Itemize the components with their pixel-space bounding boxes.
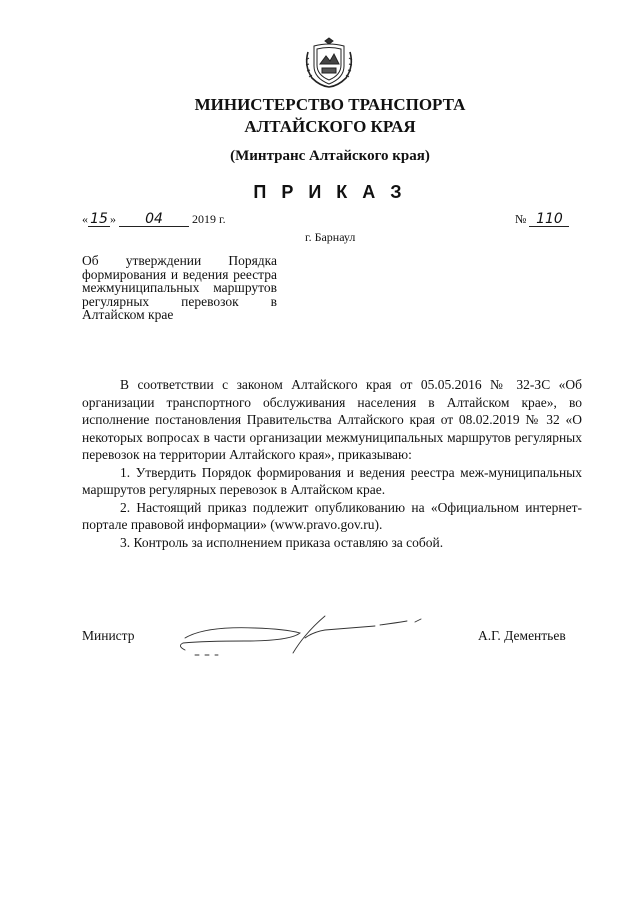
document-type-title: П Р И К А З — [253, 182, 407, 202]
document-date — [82, 212, 226, 227]
date-close-quote: » — [110, 212, 116, 226]
date-year: 2019 г. — [192, 212, 226, 226]
coat-of-arms-icon — [300, 32, 358, 90]
document-city: г. Барнаул — [305, 230, 356, 244]
document-subject: Об утверждении Порядка формирования и ведения реестра межмуниципальных маршрутов регулярных перевозок в Алтайском крае — [82, 253, 277, 322]
body-item-1: 1. Утвердить Порядок формирования и ведения реестра меж-муниципальных маршрутов регулярных перевозок в Алтайском крае. — [82, 464, 582, 497]
body-preamble: В соответствии с законом Алтайского края от 05.05.2016 № 32-ЗС «Об организации транспортного обслуживания населения в Алтайском крае», во исполнение постановления Правительства Алтайского края от 08.02.2019 № 32 «О некоторых вопросах в части организации межмуниципальных маршрутов регулярных перевозок на территории Алтайского края», приказываю: — [82, 377, 582, 462]
ministry-name-line1: МИНИСТЕРСТВО ТРАНСПОРТА — [194, 95, 466, 114]
date-open-quote: « — [82, 212, 88, 226]
number-label: № — [515, 212, 527, 226]
body-item-2: 2. Настоящий приказ подлежит опубликованию на «Официальном интернет-портале правовой информации» (www.pravo.gov.ru). — [82, 499, 582, 532]
document-number — [515, 212, 569, 227]
signatory-position: Министр — [82, 628, 135, 643]
date-month: 04 — [119, 212, 189, 227]
number-value: 110 — [529, 212, 569, 227]
document-body — [82, 376, 582, 551]
date-day: 15 — [88, 212, 110, 227]
body-item-3: 3. Контроль за исполнением приказа оставляю за собой. — [120, 534, 444, 550]
ministry-name-line2: АЛТАЙСКОГО КРАЯ — [244, 117, 416, 136]
handwritten-signature-icon — [175, 608, 445, 663]
signatory-name: А.Г. Дементьев — [478, 628, 566, 643]
ministry-short-name: (Минтранс Алтайского края) — [230, 148, 430, 164]
